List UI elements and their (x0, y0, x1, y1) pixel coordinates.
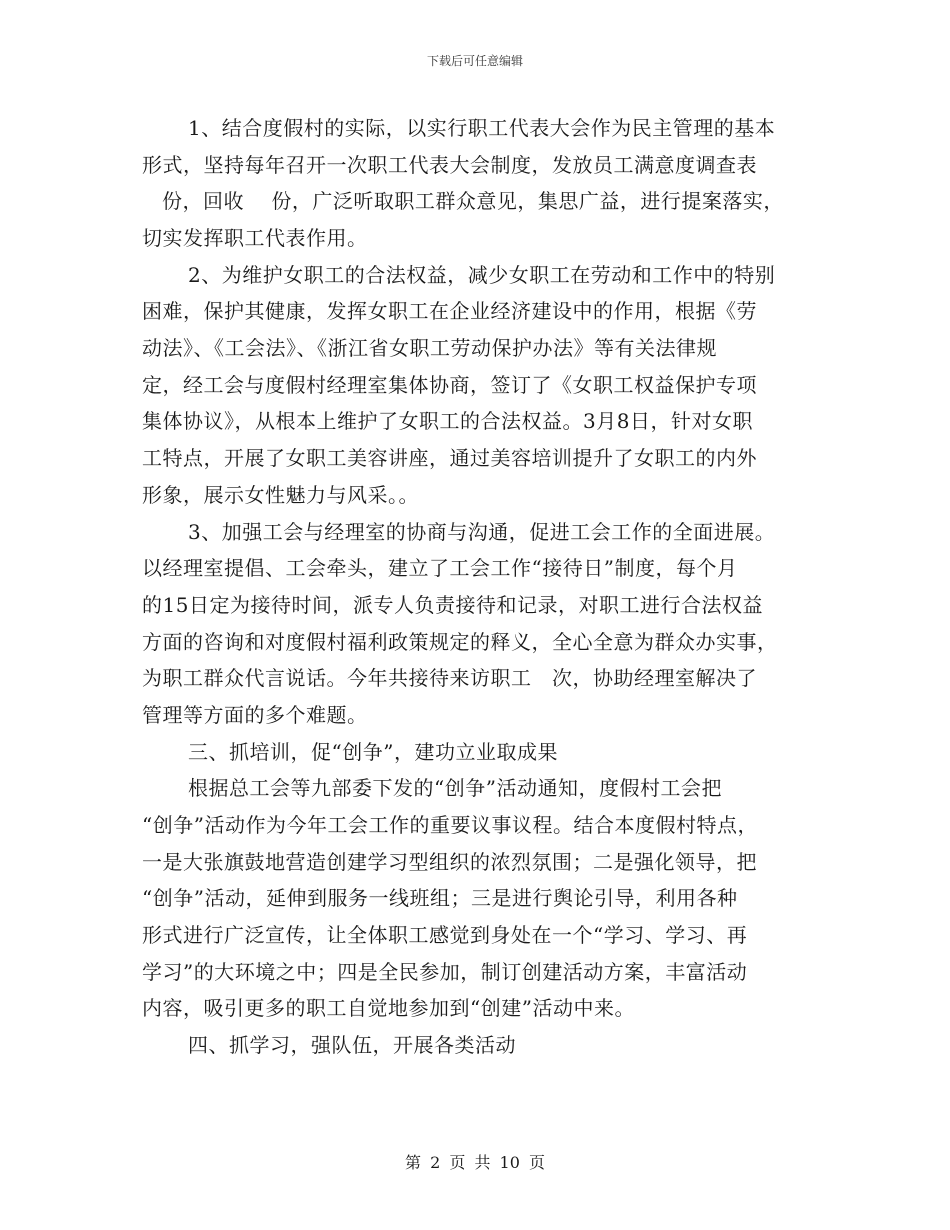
body-line: 方面的咨询和对度假村福利政策规定的释义，全心全意为群众办实事， (142, 630, 778, 654)
body-line: 2、为维护女职工的合法权益，减少女职工在劳动和工作中的特别 (188, 263, 776, 287)
body-line: 定，经工会与度假村经理室集体协商，签订了《女职工权益保护专项 (142, 373, 757, 397)
body-line: 为职工群众代言说话。今年共接待来访职工 次，协助经理室解决了 (142, 666, 757, 690)
body-line: 以经理室提倡、工会牵头，建立了工会工作“接待日”制度，每个月 (142, 556, 738, 580)
body-line: 工特点，开展了女职工美容讲座，通过美容培训提升了女职工的内外 (142, 446, 757, 470)
page-indicator: 第 2 页 共 10 页 (405, 1153, 545, 1172)
body-line: 集体协议》，从根本上维护了女职工的合法权益。3月8日，针对女职 (142, 409, 753, 433)
body-line: 份，回收 份，广泛听取职工群众意见，集思广益，进行提案落实， (162, 189, 784, 213)
body-line: “创争”活动，延伸到服务一线班组；三是进行舆论引导，利用各种 (142, 886, 738, 910)
body-line: 切实发挥职工代表作用。 (142, 226, 368, 250)
body-line: 的15日定为接待时间，派专人负责接待和记录，对职工进行合法权益 (142, 593, 763, 617)
body-line: 内容，吸引更多的职工自觉地参加到“创建”活动中来。 (142, 996, 635, 1020)
body-line: 形式进行广泛宣传，让全体职工感觉到身处在一个“学习、学习、再 (142, 923, 748, 947)
body-line: 一是大张旗鼓地营造创建学习型组织的浓烈氛围；二是强化领导，把 (142, 850, 757, 874)
section-heading: 四、抓学习，强队伍，开展各类活动 (188, 1033, 516, 1057)
body-line: 学习”的大环境之中；四是全民参加，制订创建活动方案，丰富活动 (142, 960, 748, 984)
body-line: 困难，保护其健康，发挥女职工在企业经济建设中的作用，根据《劳 (142, 299, 757, 323)
body-line: 3、加强工会与经理室的协商与沟通，促进工会工作的全面进展。 (188, 520, 776, 544)
body-line: “创争”活动作为今年工会工作的重要议事议程。结合本度假村特点， (142, 813, 758, 837)
body-line: 形象，展示女性魅力与风采。。 (142, 483, 419, 507)
body-line: 动法》、《工会法》、《浙江省女职工劳动保护办法》等有关法律规 (142, 336, 717, 360)
body-line: 根据总工会等九部委下发的“创争”活动通知，度假村工会把 (188, 776, 722, 800)
section-heading: 三、抓培训，促“创争”，建功立业取成果 (188, 740, 558, 764)
page-header-note: 下载后可任意编辑 (426, 54, 523, 68)
body-line: 形式，坚持每年召开一次职工代表大会制度，发放员工满意度调查表 (142, 153, 757, 177)
body-line: 1、结合度假村的实际，以实行职工代表大会作为民主管理的基本 (188, 116, 776, 140)
body-line: 管理等方面的多个难题。 (142, 703, 368, 727)
